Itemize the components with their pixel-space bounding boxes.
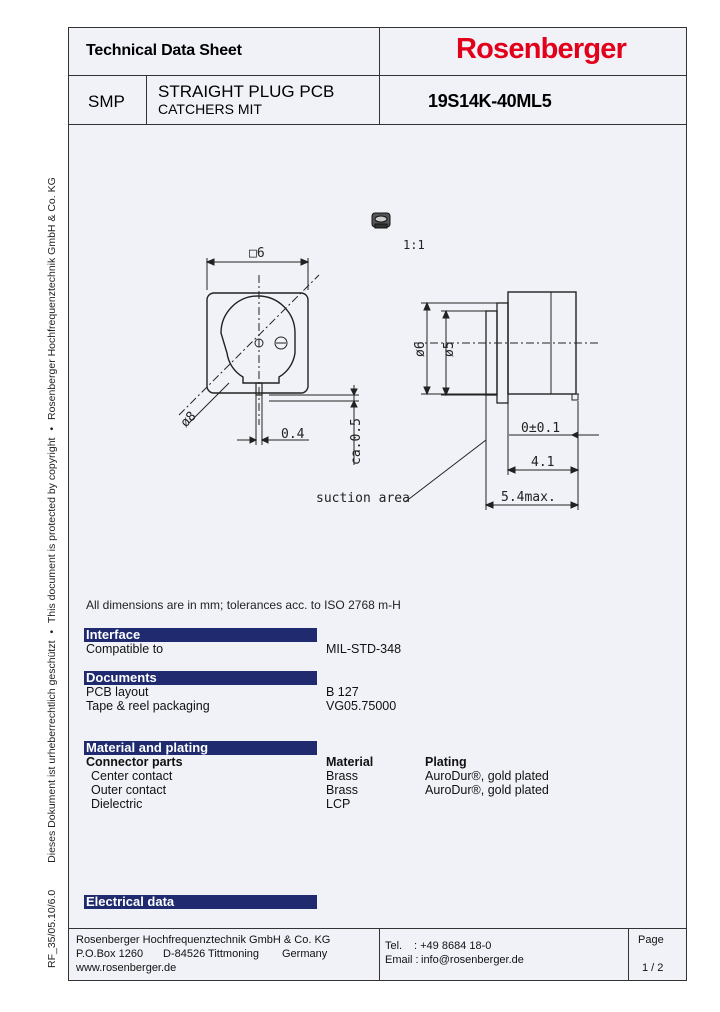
interface-label: Compatible to — [86, 642, 164, 656]
frame-bottom — [68, 980, 687, 981]
sidebar-copyright-de: Dieses Dokument ist urheberrechtlich geschützt — [46, 640, 58, 863]
footer-website-link[interactable]: www.rosenberger.de — [76, 962, 177, 974]
doc-value: VG05.75000 — [326, 699, 397, 713]
doc-label: Tape & reel packaging — [86, 699, 210, 713]
suction-area-label: suction area — [316, 491, 410, 506]
footer-email-link[interactable]: info@rosenberger.de — [421, 954, 524, 966]
dim-dia-8: ø8 — [177, 408, 200, 431]
footer-tel-label: Tel. — [385, 940, 403, 952]
sidebar-doc-id: RF_35/05.10/6.0 — [46, 889, 58, 968]
part-number: 19S14K-40ML5 — [428, 91, 552, 111]
material-col-header: Material — [326, 755, 374, 769]
doc-title: Technical Data Sheet — [86, 42, 242, 59]
material-part: Center contact — [91, 769, 173, 783]
footer-city: D-84526 Tittmoning — [163, 948, 259, 960]
sidebar-copyright — [46, 173, 58, 968]
front-view — [178, 246, 364, 465]
product-name-line1: STRAIGHT PLUG PCB — [158, 82, 335, 101]
dim-dia-5: ø5 — [442, 341, 457, 357]
dim-ca-0-5: ca.0.5 — [349, 418, 364, 465]
material-part: Dielectric — [91, 797, 143, 811]
interface-heading: Interface — [84, 628, 317, 642]
dim-tolerance: 0±0.1 — [521, 421, 561, 436]
frame-header-divider — [68, 75, 687, 76]
technical-drawing — [69, 125, 686, 580]
header-split — [379, 27, 380, 125]
frame-footer-top — [68, 928, 687, 929]
material-col-header: Plating — [425, 755, 467, 769]
dim-0-4: 0.4 — [281, 427, 305, 442]
material-col-header: Connector parts — [86, 755, 183, 769]
dim-4-1: 4.1 — [531, 455, 555, 470]
frame-right — [686, 27, 687, 981]
material-part: Outer contact — [91, 783, 167, 797]
footer-split-2 — [628, 928, 629, 981]
product-name-line2: CATCHERS MIT — [158, 101, 262, 117]
series-label: SMP — [88, 92, 125, 111]
sidebar-copyright-en: This document is protected by copyright — [46, 437, 58, 624]
doc-value: B 127 — [326, 685, 359, 699]
dimension-note: All dimensions are in mm; tolerances acc. to ISO 2768 m-H — [86, 598, 401, 612]
brand-logo: Rosenberger — [456, 33, 627, 65]
documents-heading: Documents — [84, 671, 317, 685]
footer-email-label: Email : — [385, 954, 419, 966]
dim-dia-6: ø6 — [413, 341, 428, 357]
footer-country: Germany — [282, 948, 328, 960]
dim-square-6: □6 — [249, 246, 265, 261]
scale-label: 1:1 — [403, 238, 425, 252]
footer-company: Rosenberger Hochfrequenztechnik GmbH & Co. KG — [76, 934, 331, 946]
sidebar-owner: Rosenberger Hochfrequenztechnik GmbH & Co. KG — [46, 177, 58, 421]
dim-5-4-max: 5.4max. — [501, 490, 556, 505]
electrical-heading: Electrical data — [84, 895, 317, 909]
interface-value: MIL-STD-348 — [326, 642, 402, 656]
material-heading: Material and plating — [84, 741, 317, 755]
footer-page-value: 1 / 2 — [642, 962, 664, 974]
material-plating: AuroDur®, gold plated — [425, 769, 549, 783]
sidebar-bullet: • — [46, 426, 58, 431]
sidebar-bullet: • — [46, 629, 58, 634]
material-material: LCP — [326, 797, 351, 811]
frame-top — [68, 27, 687, 28]
material-plating: AuroDur®, gold plated — [425, 783, 549, 797]
doc-label: PCB layout — [86, 685, 149, 699]
footer-page-label: Page — [638, 934, 664, 946]
footer-pobox: P.O.Box 1260 — [76, 948, 144, 960]
footer-tel-value: : +49 8684 18-0 — [414, 940, 492, 952]
material-material: Brass — [326, 769, 358, 783]
footer-split-1 — [379, 928, 380, 981]
material-material: Brass — [326, 783, 358, 797]
header-series-split — [146, 75, 147, 125]
connector-isometric-icon — [372, 213, 390, 228]
